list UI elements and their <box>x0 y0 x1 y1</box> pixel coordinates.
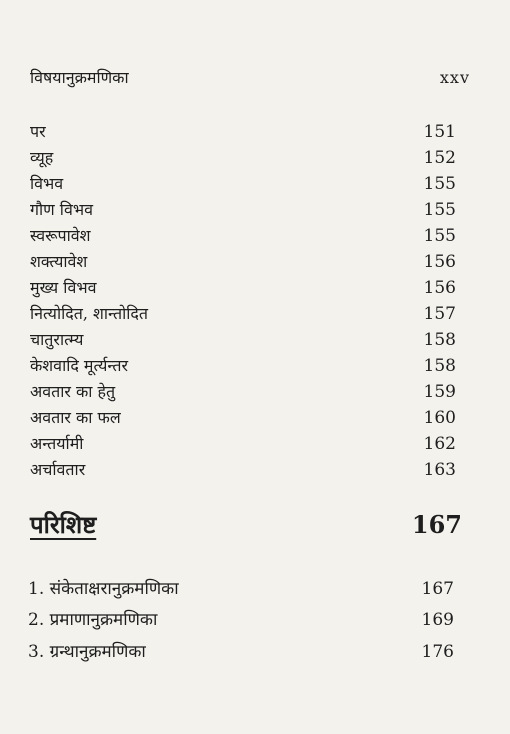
toc-entry <box>30 328 456 354</box>
appendix-page: 167 <box>411 510 462 539</box>
toc-entry <box>30 120 456 146</box>
toc-entry <box>30 172 456 198</box>
toc-entry <box>30 250 456 276</box>
running-header-title: विषयानुक्रमणिका <box>30 68 129 87</box>
toc-entry <box>30 146 456 172</box>
entry-label: अवतार का फल <box>30 408 121 427</box>
entry-page: 158 <box>423 356 456 376</box>
toc-entry <box>30 224 456 250</box>
entry-page: 152 <box>423 148 456 168</box>
entry-label: अन्तर्यामी <box>30 434 84 453</box>
appendix-item-page: 169 <box>421 610 454 630</box>
entry-page: 163 <box>423 460 456 480</box>
entry-page: 158 <box>423 330 456 350</box>
entry-page: 156 <box>423 278 456 298</box>
entry-label: अर्चावतार <box>30 460 86 479</box>
appendix-item <box>28 576 454 599</box>
appendix-heading <box>30 508 462 541</box>
appendix-item-label: 2. प्रमाणानुक्रमणिका <box>28 610 158 630</box>
entry-label: गौण विभव <box>30 200 93 219</box>
entry-label: विभव <box>30 174 64 193</box>
appendix-item-page: 167 <box>421 579 454 599</box>
entry-page: 160 <box>423 408 456 428</box>
toc-entry <box>30 406 456 432</box>
appendix-item-page: 176 <box>421 642 454 662</box>
toc-entry <box>30 432 456 458</box>
entry-page: 155 <box>423 200 456 220</box>
toc-entry <box>30 276 456 302</box>
appendix-item-label: 3. ग्रन्थानुक्रमणिका <box>28 642 146 662</box>
appendix-item-label: 1. संकेताक्षरानुक्रमणिका <box>28 579 179 599</box>
entry-page: 159 <box>423 382 456 402</box>
page-number: xxv <box>439 68 470 87</box>
toc-entry <box>30 380 456 406</box>
entry-label: नित्योदित, शान्तोदित <box>30 304 148 323</box>
toc-entry <box>30 198 456 224</box>
appendix-item <box>28 607 454 630</box>
entry-label: चातुरात्म्य <box>30 330 84 349</box>
entry-label: मुख्य विभव <box>30 278 97 297</box>
toc-entry <box>30 354 456 380</box>
toc-entry <box>30 302 456 328</box>
entry-label: पर <box>30 122 46 141</box>
entry-page: 155 <box>423 226 456 246</box>
entry-label: केशवादि मूर्त्यन्तर <box>30 356 129 375</box>
entry-page: 155 <box>423 174 456 194</box>
entry-page: 156 <box>423 252 456 272</box>
entry-label: व्यूह <box>30 148 54 167</box>
appendix-item <box>28 639 454 662</box>
entry-page: 157 <box>423 304 456 324</box>
appendix-title: परिशिष्ट <box>30 510 97 539</box>
entry-page: 151 <box>423 122 456 142</box>
entry-label: स्वरूपावेश <box>30 226 91 245</box>
entry-page: 162 <box>423 434 456 454</box>
entry-label: अवतार का हेतु <box>30 382 116 401</box>
entry-label: शक्त्यावेश <box>30 252 88 271</box>
toc-entry <box>30 458 456 484</box>
